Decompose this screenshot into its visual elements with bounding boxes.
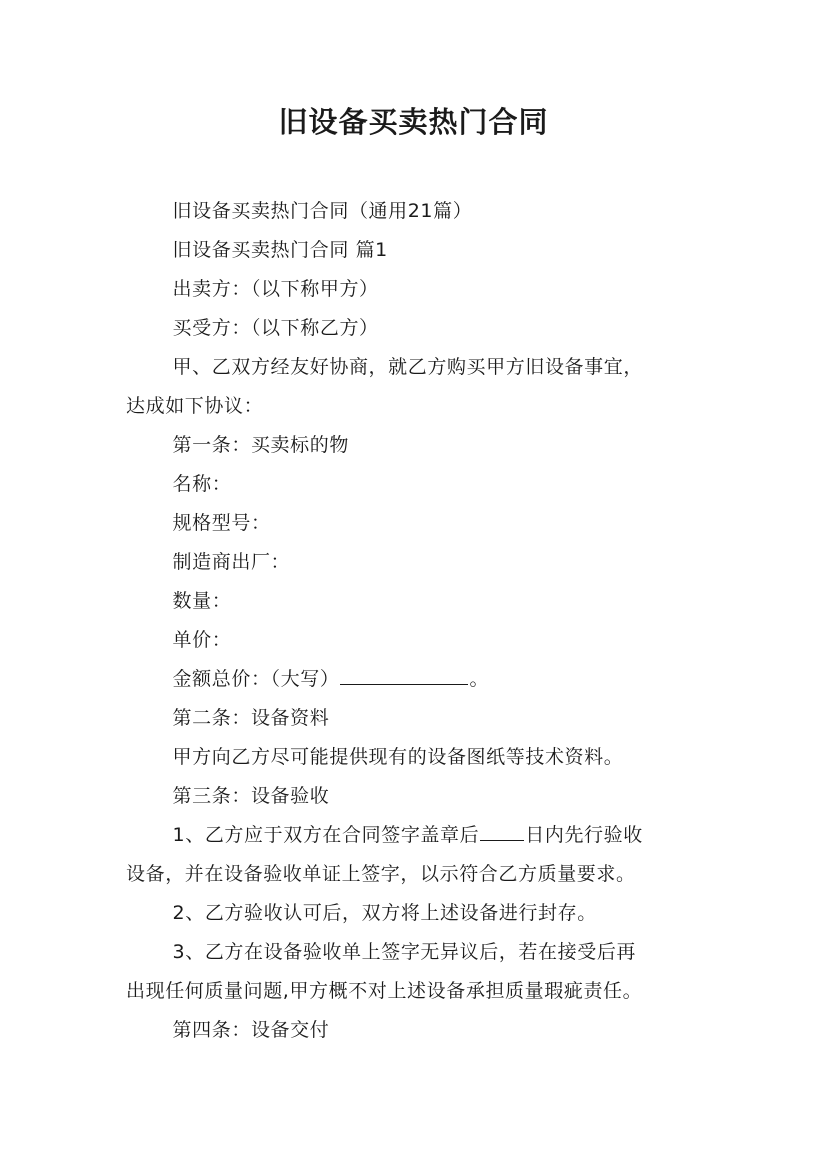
article-3-clause-3 [126, 933, 726, 1011]
field-manufacturer: 制造商出厂： [172, 551, 291, 573]
preamble-line-1: 甲、乙双方经友好协商，就乙方购买甲方旧设备事宜， [172, 356, 643, 378]
article-3-clause-2: 2、乙方验收认可后，双方将上述设备进行封存。 [172, 902, 597, 924]
article-2-text: 甲方向乙方尽可能提供现有的设备图纸等技术资料。 [172, 746, 624, 768]
article-3-clause-1 [126, 816, 726, 894]
article-3-heading: 第三条：设备验收 [172, 785, 330, 807]
paragraph-preamble [126, 348, 726, 426]
article-2-heading: 第二条：设备资料 [172, 707, 330, 729]
field-total-amount [126, 660, 726, 699]
field-model: 规格型号： [172, 512, 271, 534]
total-amount-label: 金额总价：（大写） [172, 668, 340, 690]
article-4-heading: 第四条：设备交付 [172, 1019, 330, 1041]
clause-3-line-2: 出现任何质量问题,甲方概不对上述设备承担质量瑕疵责任。 [126, 980, 643, 1002]
paragraph-seller: 出卖方：（以下称甲方） [172, 278, 379, 300]
field-quantity: 数量： [172, 590, 232, 612]
clause-1-text-before: 1、乙方应于双方在合同签字盖章后 [172, 824, 480, 846]
document-title: 旧设备买卖热门合同 [278, 105, 549, 139]
total-amount-end: 。 [469, 668, 490, 690]
clause-1-text-after: 日内先行验收 [525, 824, 643, 846]
field-unit-price: 单价： [172, 629, 232, 651]
preamble-line-2: 达成如下协议： [126, 395, 264, 417]
document-body [126, 192, 726, 1050]
paragraph-subtitle: 旧设备买卖热门合同（通用21篇） [172, 200, 473, 222]
paragraph-buyer: 买受方：（以下称乙方） [172, 317, 379, 339]
total-amount-blank [340, 662, 468, 685]
article-1-heading: 第一条：买卖标的物 [172, 434, 349, 456]
clause-3-line-1: 3、乙方在设备验收单上签字无异议后，若在接受后再 [172, 941, 637, 963]
paragraph-section-heading: 旧设备买卖热门合同 篇1 [172, 239, 388, 261]
clause-1-line-2: 设备，并在设备验收单证上签字，以示符合乙方质量要求。 [126, 863, 636, 885]
days-blank [480, 818, 524, 841]
field-name: 名称： [172, 473, 232, 495]
